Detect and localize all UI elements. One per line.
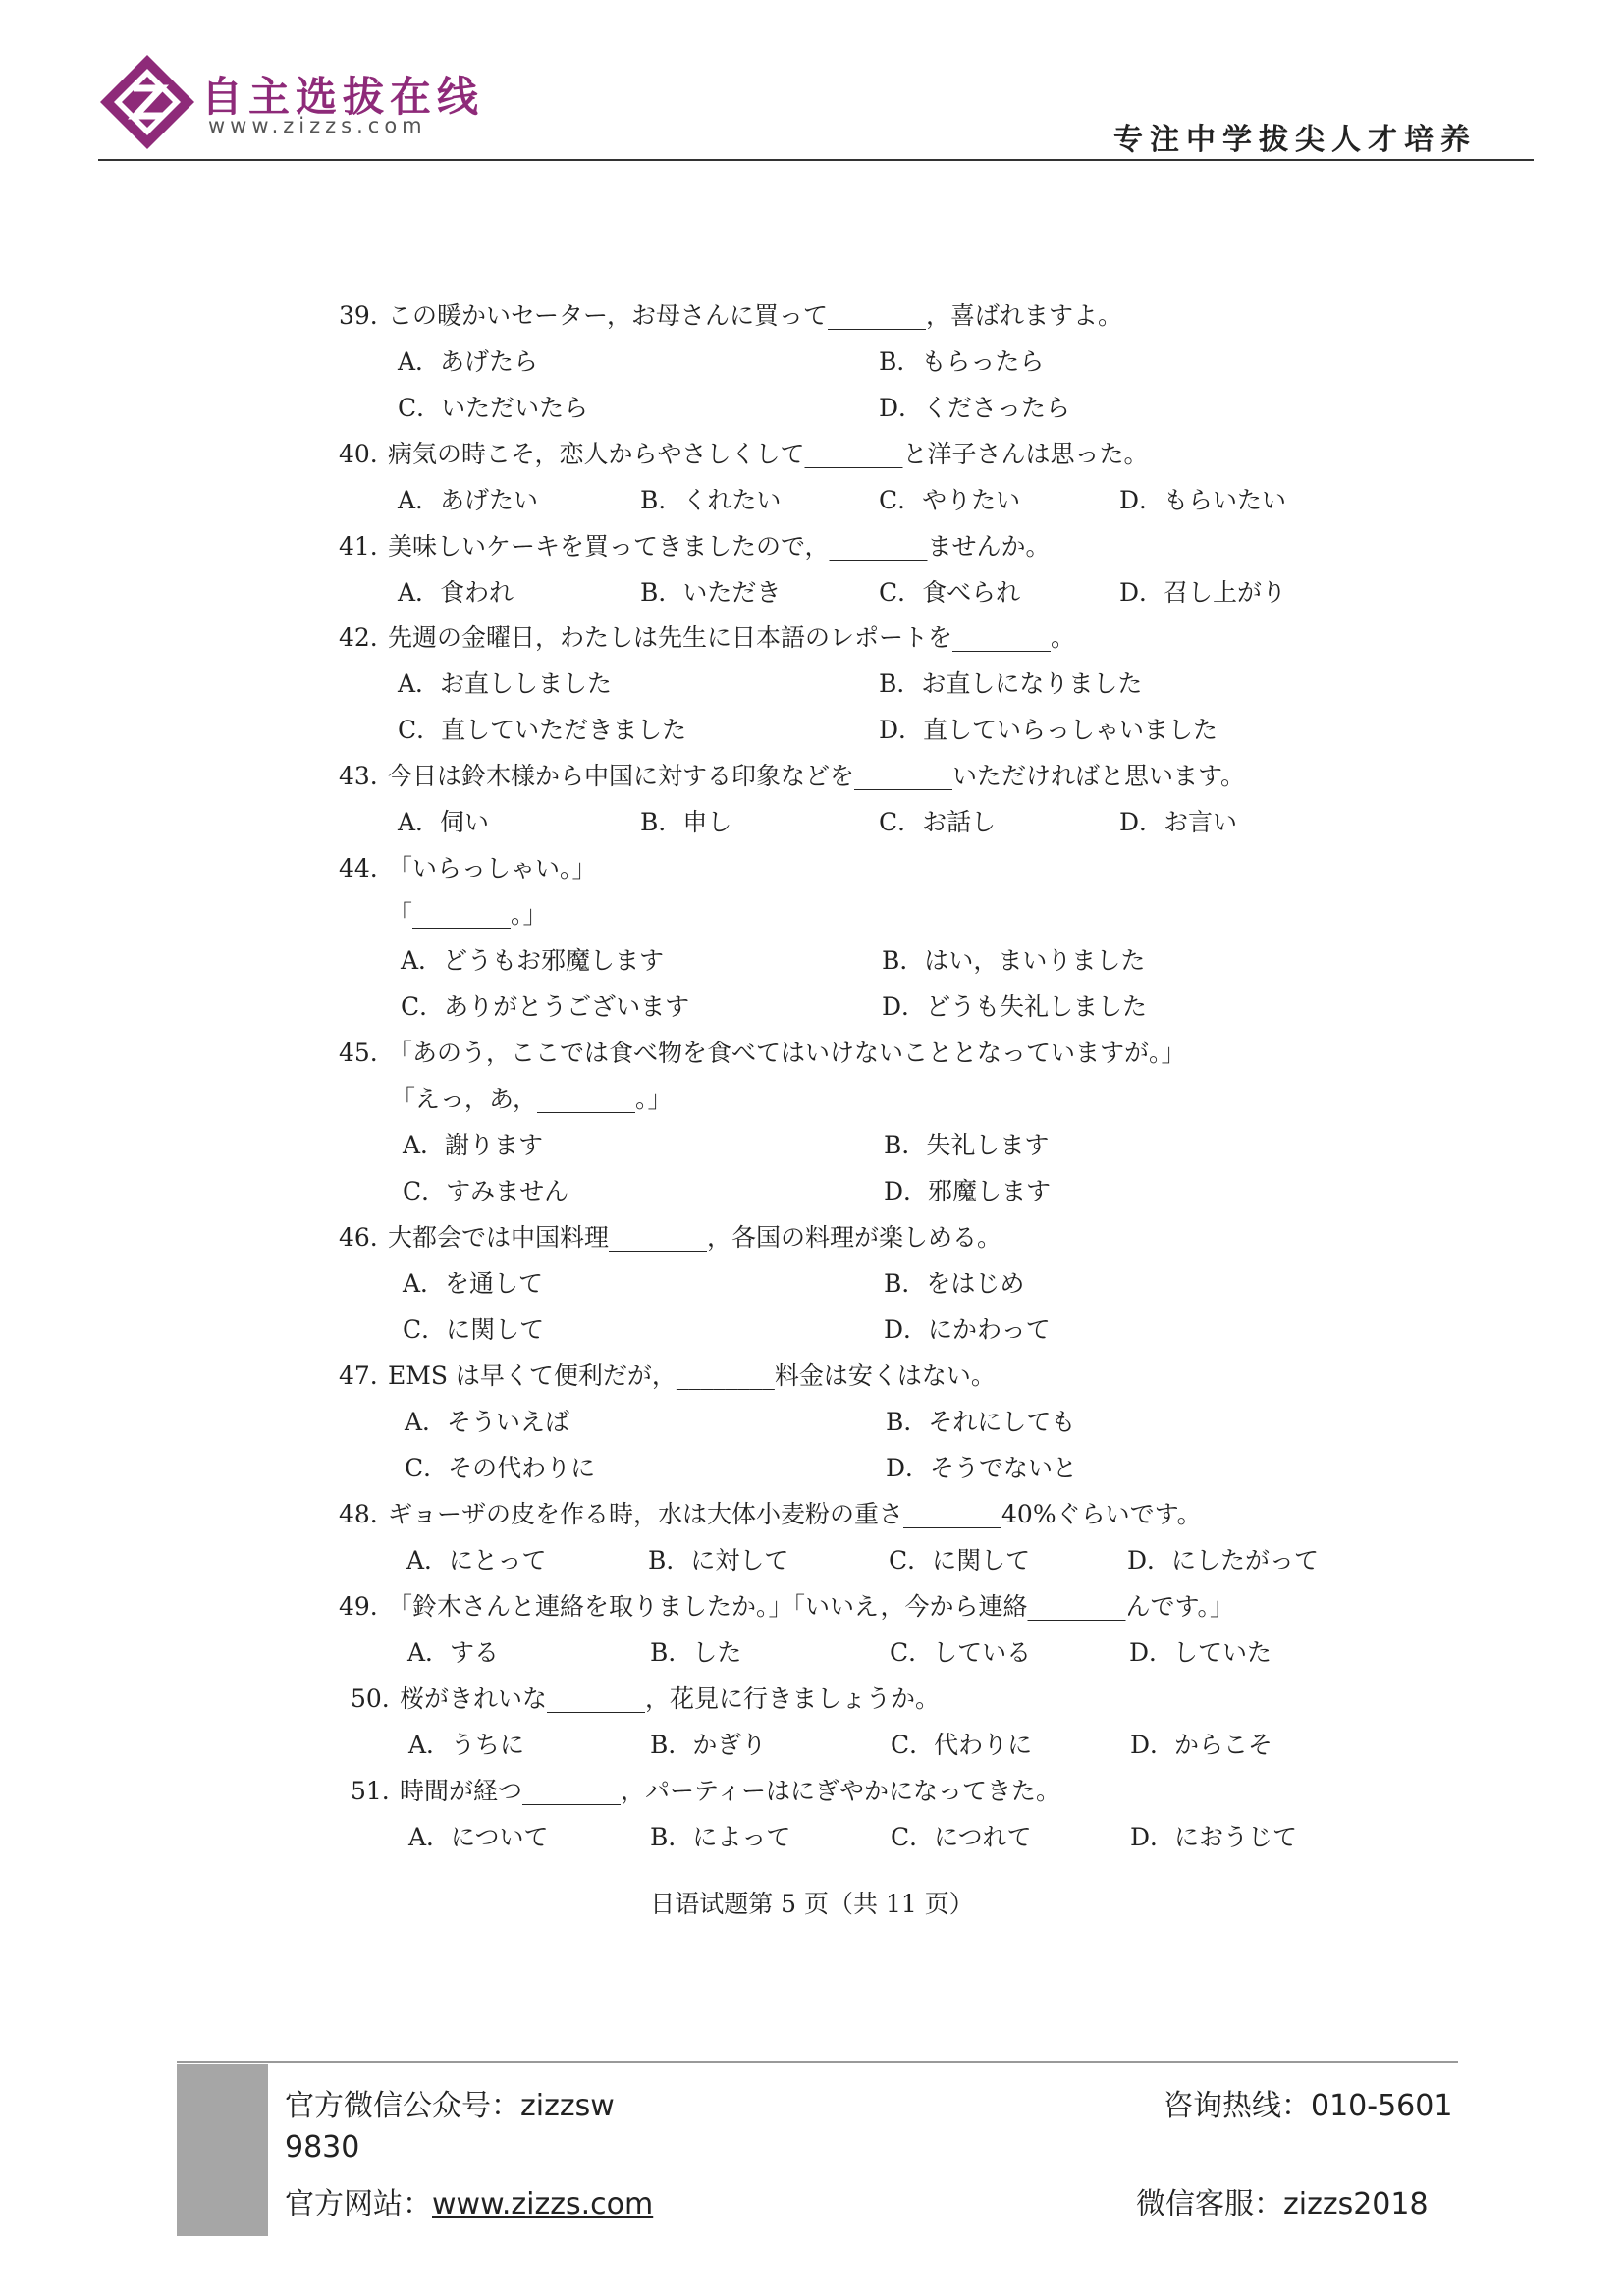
option: C．直していただきました (398, 716, 687, 744)
footer-divider (177, 2061, 1458, 2063)
option: A．あげたい (398, 486, 539, 514)
question-51: 51. 時間が経つ________，パーティーはにぎやかになってきた。 (351, 1777, 1061, 1805)
option: B．はい，まいりました (882, 946, 1146, 975)
option: A．伺い (398, 808, 490, 836)
option: A．にとって (406, 1546, 547, 1575)
option: A．謝ります (403, 1131, 544, 1159)
option: C．食べられ (879, 578, 1021, 607)
header-divider (98, 159, 1534, 161)
option: B．もらったら (879, 347, 1045, 376)
option: A．する (407, 1638, 500, 1667)
option: C．やりたい (879, 486, 1021, 514)
option: D．そうでないと (886, 1454, 1078, 1482)
option: B．お直しになりました (879, 669, 1143, 698)
option: B．申し (640, 808, 732, 836)
option: B．くれたい (640, 486, 782, 514)
option: D．におうじて (1130, 1823, 1298, 1851)
question-50: 50. 桜がきれいな________，花見に行きましょうか。 (351, 1684, 941, 1713)
option: C．すみません (403, 1177, 569, 1205)
option: D．お言い (1119, 808, 1238, 836)
question-45: 45. 「あのう，ここでは食べ物を食べてはいけないこととなっていますが。」 (339, 1039, 1186, 1067)
option: A．お直ししました (398, 669, 613, 698)
option: A．そういえば (405, 1408, 570, 1436)
option: C．ありがとうございます (401, 992, 690, 1021)
option: C．その代わりに (405, 1454, 596, 1482)
option: D．にかわって (884, 1315, 1051, 1344)
option: B．に対して (648, 1546, 789, 1575)
option: B．いただき (640, 578, 782, 607)
question-48: 48. ギョーザの皮を作る時，水は大体小麦粉の重さ________40%ぐらいです。 (339, 1500, 1202, 1528)
option: D．にしたがって (1127, 1546, 1320, 1575)
brand-url: www.zizzs.com (208, 114, 427, 137)
option: B．それにしても (886, 1408, 1076, 1436)
option: A．について (408, 1823, 549, 1851)
header-slogan: 专注中学拔尖人才培养 (1113, 123, 1477, 157)
footer-hotline: 咨询热线：010-5601 (1164, 2089, 1453, 2123)
option: A．食われ (398, 578, 514, 607)
question-41: 41. 美味しいケーキを買ってきましたので，________ませんか。 (339, 532, 1051, 561)
option: D．くださったら (879, 394, 1071, 422)
question-44: 44. 「いらっしゃい。」 (339, 854, 597, 882)
option: B．かぎり (650, 1731, 767, 1759)
option: B．した (650, 1638, 742, 1667)
page-number: 日语试题第 5 页（共 11 页） (650, 1890, 974, 1918)
question-49: 49. 「鈴木さんと連絡を取りましたか。」「いいえ，今から連絡________んです。」 (339, 1592, 1235, 1621)
option: C．代わりに (891, 1731, 1033, 1759)
website-link[interactable]: www.zizzs.com (432, 2187, 654, 2221)
question-43: 43. 今日は鈴木様から中国に対する印象などを________いただければと思います。 (339, 762, 1246, 790)
option: C．に関して (403, 1315, 545, 1344)
option: C．いただいたら (398, 394, 589, 422)
question-47: 47. EMS は早くて便利だが，________料金は安くはない。 (339, 1362, 996, 1390)
option: D．直していらっしゃいました (879, 716, 1218, 744)
question-40: 40. 病気の時こそ，恋人からやさしくして________と洋子さんは思った。 (339, 440, 1149, 468)
question-45-reply: 「えっ，あ，________。」 (391, 1085, 673, 1113)
option: D．召し上がり (1119, 578, 1287, 607)
footer-website: 官方网站：www.zizzs.com (285, 2187, 654, 2221)
zizzs-logo-icon (98, 53, 196, 151)
option: D．していた (1129, 1638, 1272, 1667)
brand-name: 自主选拔在线 (201, 73, 485, 121)
option: A．あげたら (398, 347, 539, 376)
question-44-reply: 「________。」 (388, 900, 548, 929)
question-46: 46. 大都会では中国料理________，各国の料理が楽しめる。 (339, 1223, 1002, 1252)
footer-accent-bar (177, 2064, 268, 2236)
option: A．を通して (403, 1269, 544, 1298)
footer-service: 微信客服：zizzs2018 (1136, 2187, 1429, 2221)
footer-hotline-cont: 9830 (285, 2130, 360, 2164)
question-39: 39. この暖かいセーター，お母さんに買って________，喜ばれますよ。 (339, 301, 1123, 330)
option: C．につれて (891, 1823, 1032, 1851)
option: C．している (890, 1638, 1032, 1667)
footer-wechat: 官方微信公众号：zizzsw (285, 2089, 615, 2123)
option: D．からこそ (1130, 1731, 1273, 1759)
question-42: 42. 先週の金曜日，わたしは先生に日本語のレポートを________。 (339, 623, 1076, 652)
option: C．お話し (879, 808, 997, 836)
option: A．うちに (408, 1731, 525, 1759)
option: B．失礼します (884, 1131, 1050, 1159)
option: D．邪魔します (884, 1177, 1052, 1205)
option: B．をはじめ (884, 1269, 1025, 1298)
option: D．どうも失礼しました (882, 992, 1148, 1021)
option: B．によって (650, 1823, 791, 1851)
option: C．に関して (889, 1546, 1031, 1575)
option: A．どうもお邪魔します (401, 946, 665, 975)
option: D．もらいたい (1119, 486, 1287, 514)
